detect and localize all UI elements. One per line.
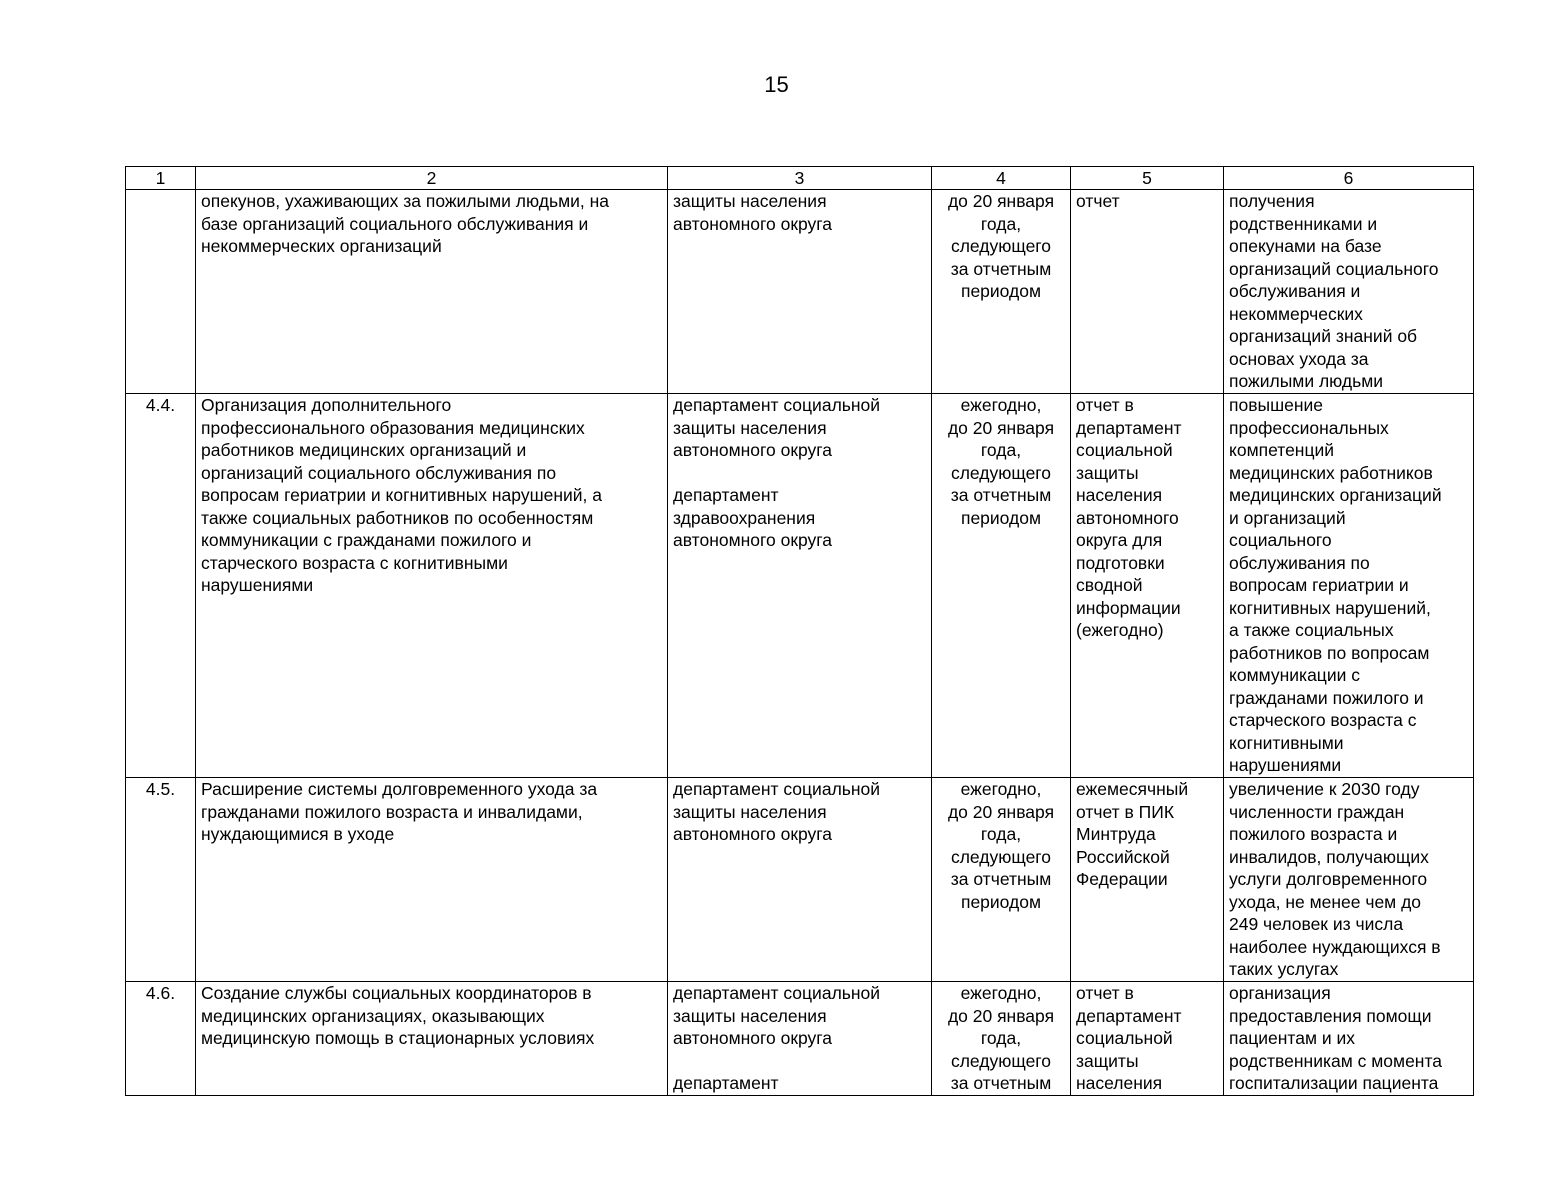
table-row — [126, 190, 1474, 394]
header-cell-1: 1 — [126, 167, 196, 190]
header-cell-5: 5 — [1071, 167, 1224, 190]
row-number-cell — [126, 190, 196, 394]
report-cell: отчет в департамент социальной защиты населения автономного округа для подготовки сводной информации (ежегодно) — [1071, 394, 1224, 778]
table-row — [126, 982, 1474, 1096]
page-number: 15 — [764, 72, 789, 97]
activity-cell: Создание службы социальных координаторов в медицинских организациях, оказывающих медицинскую помощь в стационарных условиях — [196, 982, 668, 1096]
report-cell: отчет в департамент социальной защиты населения — [1071, 982, 1224, 1096]
executor-cell: департамент социальной защиты населения автономного округа — [668, 778, 932, 982]
result-cell: повышение профессиональных компетенций медицинских работников медицинских организаций и организаций социального обслуживания по вопросам гериатрии и когнитивных нарушений, а также социальных работников по вопросам коммуникации с гражданами пожилого и старческого возраста с когнитивными нарушениями — [1224, 394, 1474, 778]
table-row — [126, 394, 1474, 778]
row-number-cell: 4.5. — [126, 778, 196, 982]
row-number-cell: 4.4. — [126, 394, 196, 778]
activity-cell: Организация дополнительного профессионального образования медицинских работников медицинских организаций и организаций социального обслуживания по вопросам гериатрии и когнитивных нарушений, а также социальных работников по особенностям коммуникации с гражданами пожилого и старческого возраста с когнитивными нарушениями — [196, 394, 668, 778]
plan-table — [125, 166, 1474, 1096]
report-cell: отчет — [1071, 190, 1224, 394]
result-cell: получения родственниками и опекунами на базе организаций социального обслуживания и некоммерческих организаций знаний об основах ухода за пожилыми людьми — [1224, 190, 1474, 394]
header-cell-2: 2 — [196, 167, 668, 190]
header-cell-4: 4 — [932, 167, 1071, 190]
term-cell: ежегодно, до 20 января года, следующего за отчетным периодом — [932, 778, 1071, 982]
result-cell: увеличение к 2030 году численности граждан пожилого возраста и инвалидов, получающих услуги долговременного ухода, не менее чем до 249 человек из числа наиболее нуждающихся в таких услугах — [1224, 778, 1474, 982]
term-cell: ежегодно, до 20 января года, следующего за отчетным периодом — [932, 394, 1071, 778]
row-number-cell: 4.6. — [126, 982, 196, 1096]
table-header-row — [126, 167, 1474, 190]
report-cell: ежемесячный отчет в ПИК Минтруда Российской Федерации — [1071, 778, 1224, 982]
executor-cell: защиты населения автономного округа — [668, 190, 932, 394]
executor-cell: департамент социальной защиты населения автономного округа департамент — [668, 982, 932, 1096]
result-cell: организация предоставления помощи пациентам и их родственникам с момента госпитализации пациента — [1224, 982, 1474, 1096]
term-cell: ежегодно, до 20 января года, следующего за отчетным — [932, 982, 1071, 1096]
table-row — [126, 778, 1474, 982]
header-cell-6: 6 — [1224, 167, 1474, 190]
term-cell: до 20 января года, следующего за отчетным периодом — [932, 190, 1071, 394]
executor-cell: департамент социальной защиты населения автономного округа департамент здравоохранения автономного округа — [668, 394, 932, 778]
activity-cell: опекунов, ухаживающих за пожилыми людьми, на базе организаций социального обслуживания и некоммерческих организаций — [196, 190, 668, 394]
header-cell-3: 3 — [668, 167, 932, 190]
activity-cell: Расширение системы долговременного ухода за гражданами пожилого возраста и инвалидами, нуждающимися в уходе — [196, 778, 668, 982]
